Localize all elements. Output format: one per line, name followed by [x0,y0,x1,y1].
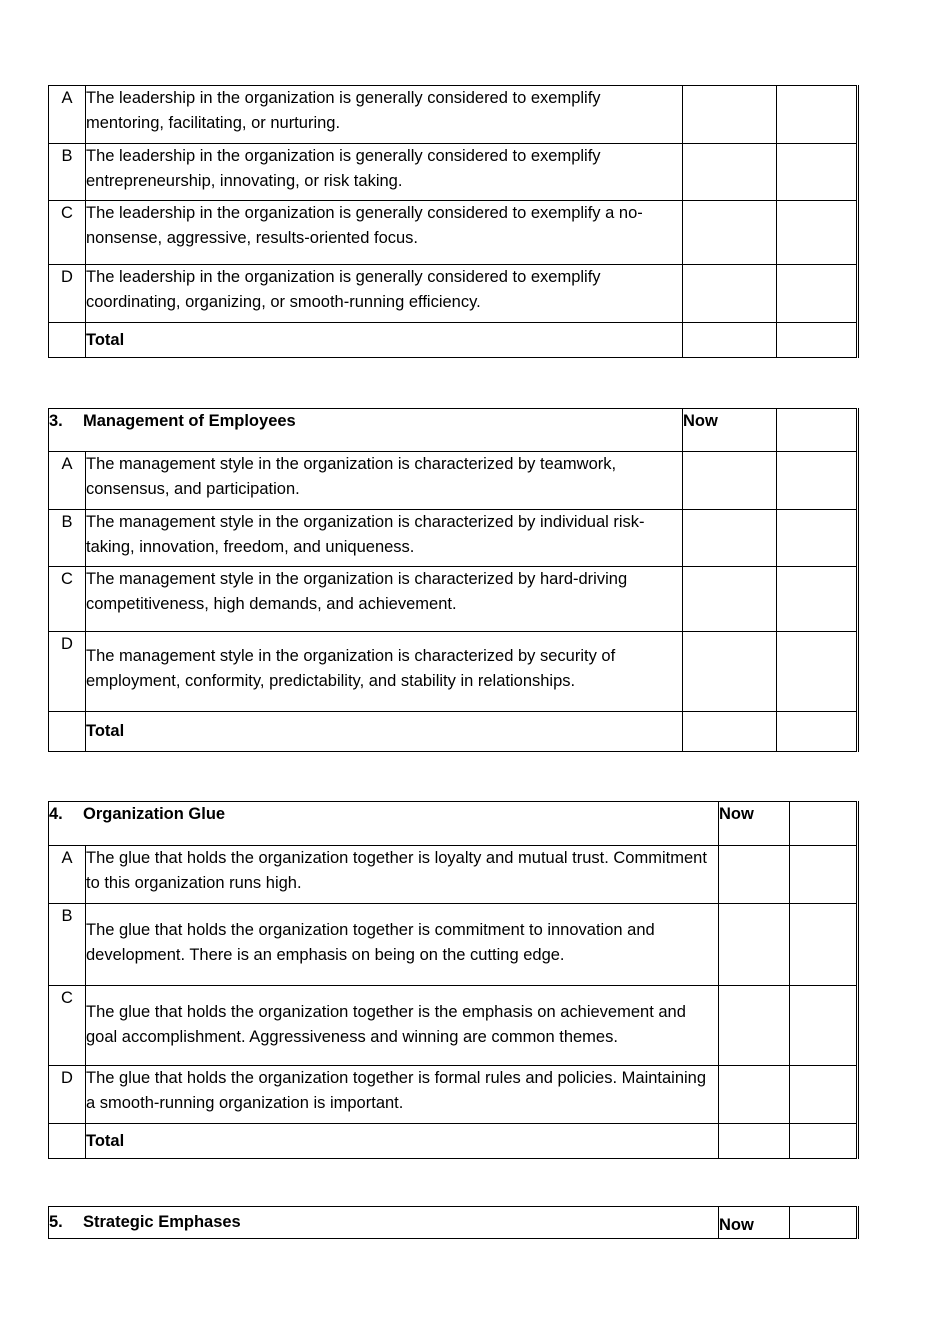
now-score-cell[interactable] [683,201,777,265]
preferred-total-cell[interactable] [777,712,858,752]
strategic-emphases-table [48,1206,859,1239]
total-row [49,1124,858,1159]
row-letter: C [49,986,86,1066]
preferred-column-header [777,409,858,452]
preferred-column-header [790,1207,858,1239]
preferred-score-cell[interactable] [777,452,858,510]
table-row [49,86,858,144]
section-header-row [49,1207,858,1239]
section-title [49,802,719,846]
table-row [49,265,858,323]
preferred-score-cell[interactable] [777,632,858,712]
now-column-header: Now [719,1207,790,1239]
statement-text: The management style in the organization is characterized by security of employment, conformity, predictability, and stability in relationships. [86,632,683,712]
now-score-cell[interactable] [719,986,790,1066]
row-letter: C [49,201,86,265]
table-row [49,144,858,201]
statement-text: The glue that holds the organization together is loyalty and mutual trust. Commitment to this organization runs high. [86,846,719,904]
statement-text: The glue that holds the organization together is formal rules and policies. Maintaining a smooth-running organization is important. [86,1066,719,1124]
total-row [49,712,858,752]
preferred-score-cell[interactable] [790,1066,858,1124]
preferred-score-cell[interactable] [777,144,858,201]
preferred-score-cell[interactable] [777,567,858,632]
organization-glue-table [48,801,859,1159]
preferred-score-cell[interactable] [777,86,858,144]
now-score-cell[interactable] [719,904,790,986]
statement-text: The leadership in the organization is generally considered to exemplify a no-nonsense, aggressive, results-oriented focus. [86,201,683,265]
row-letter: B [49,904,86,986]
statement-text: The glue that holds the organization together is commitment to innovation and development. There is an emphasis on being on the cutting edge. [86,904,719,986]
section-number: 3. [49,412,63,430]
management-of-employees-table [48,408,859,752]
now-score-cell[interactable] [683,265,777,323]
total-label: Total [86,323,683,358]
preferred-total-cell[interactable] [777,323,858,358]
table-row [49,846,858,904]
row-letter: C [49,567,86,632]
now-score-cell[interactable] [683,144,777,201]
table-row [49,632,858,712]
section-number: 4. [49,805,63,823]
table-row [49,452,858,510]
table-row [49,1066,858,1124]
preferred-score-cell[interactable] [790,986,858,1066]
now-score-cell[interactable] [683,452,777,510]
preferred-score-cell[interactable] [777,201,858,265]
now-score-cell[interactable] [683,632,777,712]
section-title [49,409,683,452]
statement-text: The leadership in the organization is generally considered to exemplify entrepreneurship, innovating, or risk taking. [86,144,683,201]
row-letter: B [49,510,86,567]
statement-text: The management style in the organization is characterized by teamwork, consensus, and participation. [86,452,683,510]
section-title-text: Strategic Emphases [83,1213,241,1231]
total-label: Total [86,1124,719,1159]
section-title-text: Management of Employees [83,412,296,430]
total-label: Total [86,712,683,752]
statement-text: The management style in the organization is characterized by individual risk-taking, innovation, freedom, and uniqueness. [86,510,683,567]
now-total-cell[interactable] [683,712,777,752]
statement-text: The glue that holds the organization together is the emphasis on achievement and goal accomplishment. Aggressiveness and winning are common themes. [86,986,719,1066]
now-total-cell[interactable] [719,1124,790,1159]
table-row [49,510,858,567]
now-score-cell[interactable] [683,86,777,144]
row-letter: A [49,452,86,510]
table-row [49,567,858,632]
section-header-row [49,802,858,846]
table-row [49,904,858,986]
leadership-table [48,85,859,358]
statement-text: The management style in the organization is characterized by hard-driving competitiveness, high demands, and achievement. [86,567,683,632]
now-column-header: Now [683,409,777,452]
row-letter: A [49,846,86,904]
now-total-cell[interactable] [683,323,777,358]
row-letter: D [49,632,86,712]
now-score-cell[interactable] [719,846,790,904]
section-title-text: Organization Glue [83,805,226,823]
preferred-score-cell[interactable] [790,846,858,904]
now-score-cell[interactable] [683,510,777,567]
statement-text: The leadership in the organization is generally considered to exemplify coordinating, organizing, or smooth-running efficiency. [86,265,683,323]
row-letter: A [49,86,86,144]
row-letter: D [49,1066,86,1124]
section-number: 5. [49,1213,63,1231]
preferred-column-header [790,802,858,846]
now-score-cell[interactable] [683,567,777,632]
statement-text: The leadership in the organization is generally considered to exemplify mentoring, facilitating, or nurturing. [86,86,683,144]
section-title [49,1207,719,1239]
section-header-row [49,409,858,452]
preferred-score-cell[interactable] [790,904,858,986]
row-letter: B [49,144,86,201]
table-row [49,201,858,265]
preferred-score-cell[interactable] [777,265,858,323]
row-letter: D [49,265,86,323]
preferred-total-cell[interactable] [790,1124,858,1159]
table-row [49,986,858,1066]
now-column-header: Now [719,802,790,846]
now-score-cell[interactable] [719,1066,790,1124]
total-row [49,323,858,358]
preferred-score-cell[interactable] [777,510,858,567]
